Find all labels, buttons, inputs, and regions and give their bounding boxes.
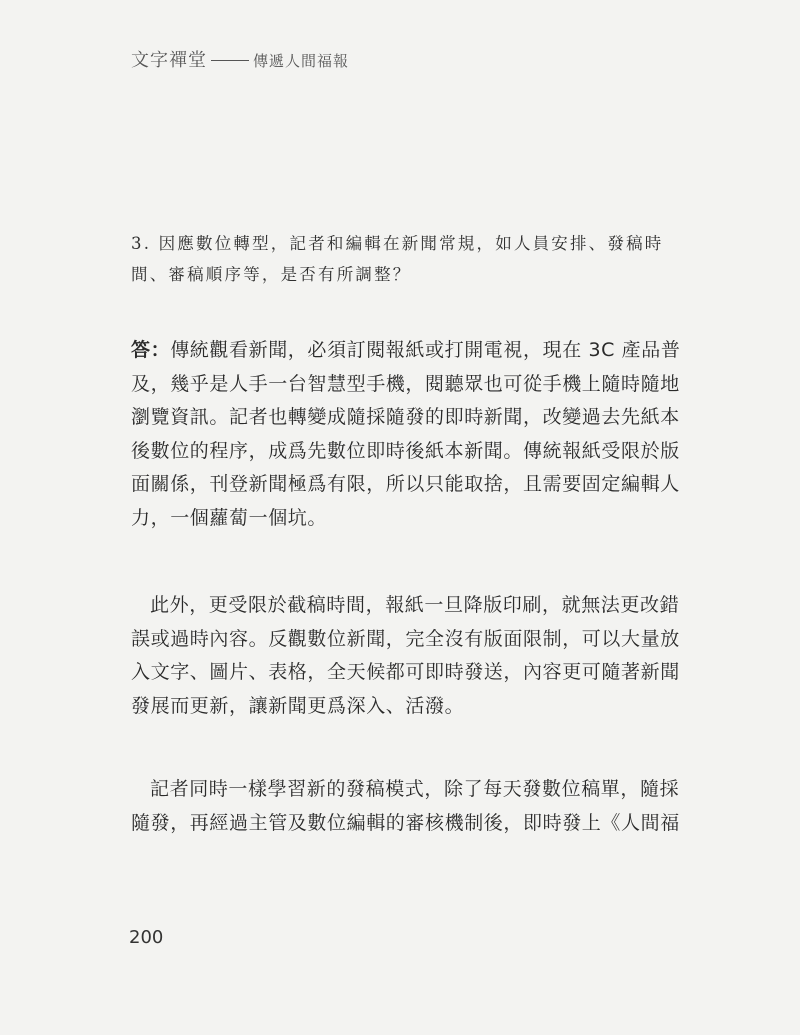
answer-paragraph-1 bbox=[131, 334, 681, 535]
paragraph-line: 誤或過時內容。反觀數位新聞，完全沒有版面限制，可以大量放 bbox=[131, 627, 680, 650]
page-number: 200 bbox=[129, 927, 164, 948]
question-line: 間、審稿順序等，是否有所調整？ bbox=[131, 265, 412, 284]
paragraph-line: 隨發，再經過主管及數位編輯的審核機制後，即時發上《人間福 bbox=[131, 811, 680, 834]
paragraph-line: 入文字、圖片、表格，全天候都可即時發送，內容更可隨著新聞 bbox=[131, 661, 680, 683]
paragraph-line: 後數位的程序，成爲先數位即時後紙本新聞。傳統報紙受限於版 bbox=[131, 439, 680, 462]
answer-paragraph-2 bbox=[131, 589, 680, 723]
paragraph-line-text: 此外，更受限於截稿時間，報紙一旦降版印刷，就無法更改錯 bbox=[150, 594, 680, 616]
running-header bbox=[131, 46, 349, 72]
question-text bbox=[131, 228, 676, 290]
header-dash bbox=[211, 60, 249, 61]
series-title: 文字禪堂 bbox=[131, 50, 207, 71]
paragraph-line bbox=[131, 589, 680, 623]
question-line: 3. 因應數位轉型，記者和編輯在新聞常規，如人員安排、發稿時 bbox=[131, 234, 664, 253]
paragraph-line: 面關係，刊登新聞極爲有限，所以只能取捨，且需要固定編輯人 bbox=[131, 473, 680, 495]
paragraph-line: 發展而更新，讓新聞更爲深入、活潑。 bbox=[131, 694, 465, 717]
paragraph-line bbox=[131, 334, 681, 368]
answer-paragraph-3 bbox=[131, 773, 680, 840]
paragraph-line: 及，幾乎是人手一台智慧型手機，閱聽眾也可從手機上隨時隨地 bbox=[131, 372, 680, 395]
paragraph-line: 力，一個蘿蔔一個坑。 bbox=[131, 506, 328, 529]
paragraph-line bbox=[131, 773, 680, 807]
paragraph-line-text: 傳統觀看新聞，必須訂閱報紙或打開電視，現在 3C 產品普 bbox=[170, 339, 681, 361]
header-subtitle: 傳遞人間福報 bbox=[253, 52, 350, 70]
paragraph-line: 瀏覽資訊。記者也轉變成隨採隨發的即時新聞，改變過去先紙本 bbox=[131, 406, 680, 428]
paragraph-line-text: 記者同時一樣學習新的發稿模式，除了每天發數位稿單，隨採 bbox=[150, 778, 680, 800]
answer-label: 答： bbox=[131, 339, 171, 361]
